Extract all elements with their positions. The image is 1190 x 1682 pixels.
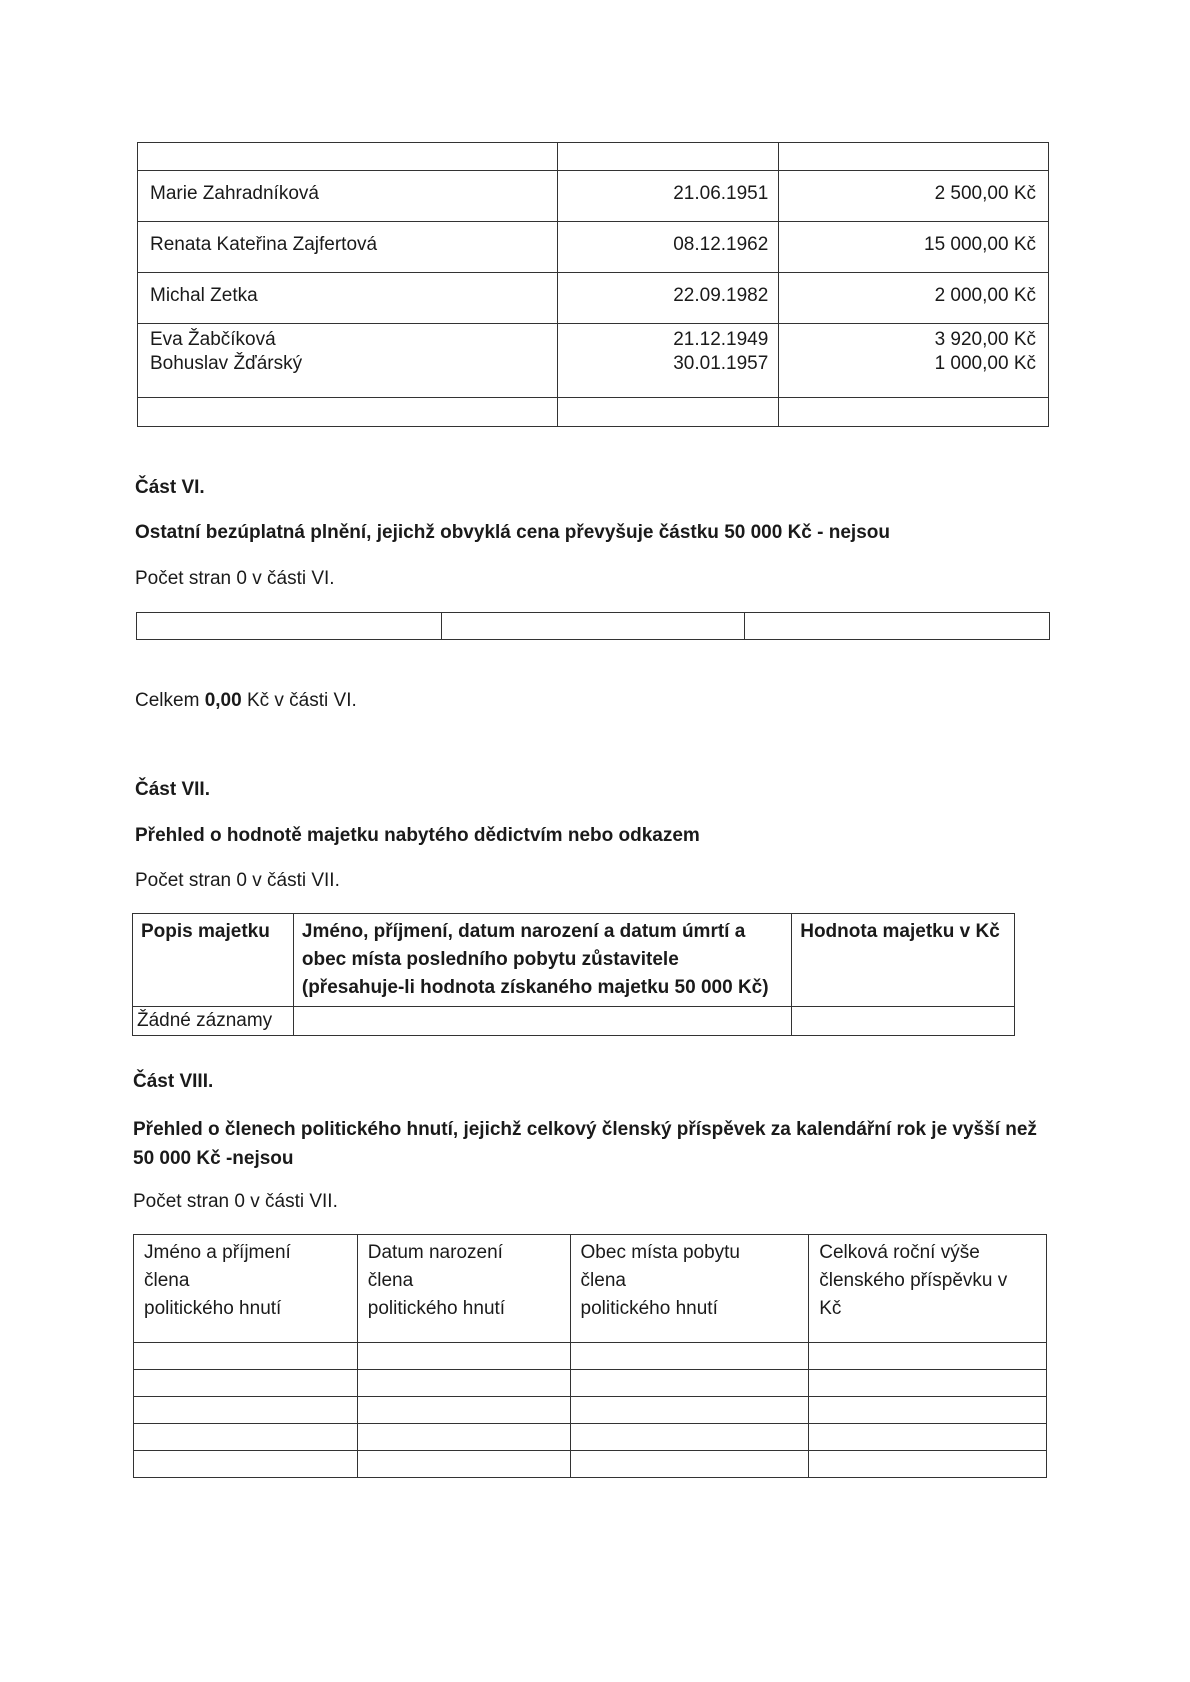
- part6-heading: Část VI.: [135, 477, 205, 498]
- table-row: [138, 222, 1049, 273]
- donor-amount: 2 000,00 Kč: [779, 273, 1049, 324]
- table-row: [138, 143, 1049, 171]
- part8-title: Přehled o členech politického hnutí, jejichž celkový členský příspěvek za kalendářní rok je vyšší než 50 000 Kč -nejsou: [133, 1119, 1037, 1169]
- part7-heading: Část VII.: [135, 779, 210, 800]
- donor-amount: 3 920,00 Kč 1 000,00 Kč: [779, 324, 1049, 398]
- table-row: [138, 273, 1049, 324]
- table-header-row: [133, 914, 1015, 1007]
- donor-birthdate: 21.12.1949 30.01.1957: [557, 324, 779, 398]
- donor-amount: 2 500,00 Kč: [779, 171, 1049, 222]
- table-row: [138, 398, 1049, 427]
- table-header-row: [134, 1235, 1047, 1343]
- table-row: [137, 613, 1050, 640]
- donors-table: [137, 142, 1049, 427]
- donor-name: Eva Žabčíková Bohuslav Žďárský: [138, 324, 558, 398]
- part6-table: [136, 612, 1050, 640]
- donor-name: Marie Zahradníková: [138, 171, 558, 222]
- donor-birthdate: 21.06.1951: [557, 171, 779, 222]
- table-row: [138, 324, 1049, 398]
- table-row: [134, 1397, 1047, 1424]
- donor-name: Renata Kateřina Zajfertová: [138, 222, 558, 273]
- col-header-testator: Jméno, příjmení, datum narození a datum úmrtí a obec místa posledního pobytu zůstavitele (přesahuje-li hodnota získaného majetku 50 000 Kč): [293, 914, 791, 1007]
- col-header-member-name: Jméno a příjmení člena politického hnutí: [134, 1235, 358, 1343]
- donor-birthdate: 08.12.1962: [557, 222, 779, 273]
- part7-pages: Počet stran 0 v části VII.: [135, 870, 340, 891]
- col-header-residence: Obec místa pobytu člena politického hnutí: [570, 1235, 809, 1343]
- part6-title: Ostatní bezúplatná plnění, jejichž obvyklá cena převyšuje částku 50 000 Kč - nejsou: [135, 522, 890, 543]
- col-header-contribution: Celková roční výše členského příspěvku v Kč: [809, 1235, 1047, 1343]
- table-row: [134, 1343, 1047, 1370]
- part7-title: Přehled o hodnotě majetku nabytého dědictvím nebo odkazem: [135, 825, 700, 846]
- table-row: [134, 1370, 1047, 1397]
- table-row: [133, 1007, 1015, 1036]
- part8-table: [133, 1234, 1047, 1478]
- part6-total-value: 0,00: [204, 690, 242, 711]
- col-header-birthdate: Datum narození člena politického hnutí: [357, 1235, 570, 1343]
- donor-amount: 15 000,00 Kč: [779, 222, 1049, 273]
- part8-heading: Část VIII.: [133, 1071, 214, 1092]
- table-row: [138, 171, 1049, 222]
- col-header-description: Popis majetku: [133, 914, 294, 1007]
- part6-pages: Počet stran 0 v části VI.: [135, 568, 335, 589]
- part8-pages: Počet stran 0 v části VII.: [133, 1191, 338, 1212]
- donor-name: Michal Zetka: [138, 273, 558, 324]
- donor-birthdate: 22.09.1982: [557, 273, 779, 324]
- table-row: [134, 1451, 1047, 1478]
- part6-total: Celkem 0,00 Kč v části VI.: [135, 690, 357, 711]
- table-row: [134, 1424, 1047, 1451]
- part7-table: [132, 913, 1015, 1036]
- empty-records: Žádné záznamy: [133, 1007, 294, 1036]
- col-header-value: Hodnota majetku v Kč: [792, 914, 1015, 1007]
